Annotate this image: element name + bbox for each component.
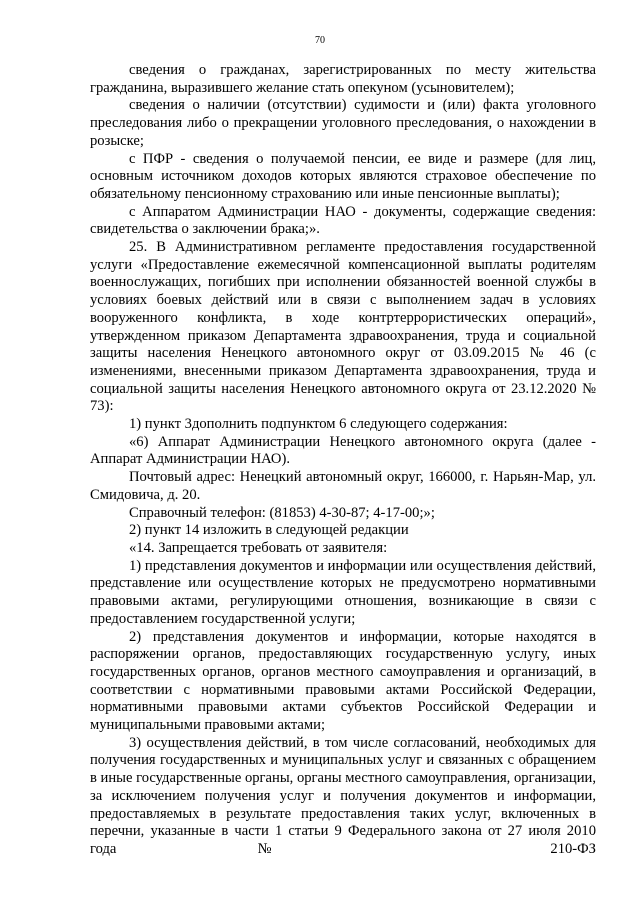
page-number: 70	[315, 35, 325, 46]
paragraph: 25. В Административном регламенте предоставления государственной услуги «Предоставление ежемесячной компенсационной выплаты родителям военнослужащих, погибших при исполнении обязанностей военной службы в условиях боевых действий или в связи с выполнением задач в условиях вооруженного конфликта, в ходе контртеррористических операций», утвержденном приказом Департамента здравоохранения, труда и социальной защиты населения Ненецкого автономного округ от 03.09.2015 № 46 (с изменениями, внесенными приказом Департамента здравоохранения, труда и социальной защиты населения Ненецкого автономного округа от 23.12.2020 № 73):	[90, 239, 596, 415]
paragraph: 2) пункт 14 изложить в следующей редакции	[129, 522, 409, 539]
paragraph: с ПФР - сведения о получаемой пенсии, ее виде и размере (для лиц, основным источником доходов которых являются страховое обеспечение по обязательному пенсионному страхованию или иные пенсионные выплаты);	[90, 150, 596, 202]
paragraph: 1) представления документов и информации или осуществления действий, представление или осуществление которых не предусмотрено нормативными правовыми актами, регулирующими отношения, возникающие в связи с предоставлением государственной услуги;	[90, 557, 596, 627]
paragraph: Почтовый адрес: Ненецкий автономный округ, 166000, г. Нарьян-Мар, ул. Смидовича, д. 20.	[90, 469, 596, 503]
paragraph: с Аппаратом Администрации НАО - документы, содержащие сведения: свидетельства о заключении брака;».	[90, 203, 596, 238]
paragraph: 1) пункт 3дополнить подпунктом 6 следующего содержания:	[129, 416, 508, 433]
document-body	[90, 62, 596, 859]
paragraph: 3) осуществления действий, в том числе согласований, необходимых для получения государственных и муниципальных услуг и связанных с обращением в иные государственные органы, органы местного самоуправления, организации, за исключением получения услуг и получения документов и информации, предоставляемых в результате предоставления таких услуг, включенных в перечни, указанные в части 1 статьи 9 Федерального закона от 27 июля 2010 года № 210-ФЗ	[90, 734, 596, 857]
paragraph: сведения о наличии (отсутствии) судимости и (или) факта уголовного преследования либо о прекращении уголовного преследования, о нахождении в розыске;	[90, 97, 596, 149]
paragraph: 2) представления документов и информации, которые находятся в распоряжении органов, предоставляющих государственную услугу, иных государственных органов, органов местного самоуправления и организаций, в соответствии с нормативными правовыми актами Российской Федерации, нормативными правовыми актами субъектов Российской Федерации и муниципальными правовыми актами;	[90, 628, 596, 734]
paragraph: Справочный телефон: (81853) 4-30-87; 4-17-00;»;	[129, 504, 435, 521]
paragraph: «6) Аппарат Администрации Ненецкого автономного округа (далее - Аппарат Администрации НАО).	[90, 433, 596, 468]
paragraph: сведения о гражданах, зарегистрированных по месту жительства гражданина, выразившего желание стать опекуном (усыновителем);	[90, 62, 596, 96]
paragraph: «14. Запрещается требовать от заявителя:	[129, 539, 388, 556]
